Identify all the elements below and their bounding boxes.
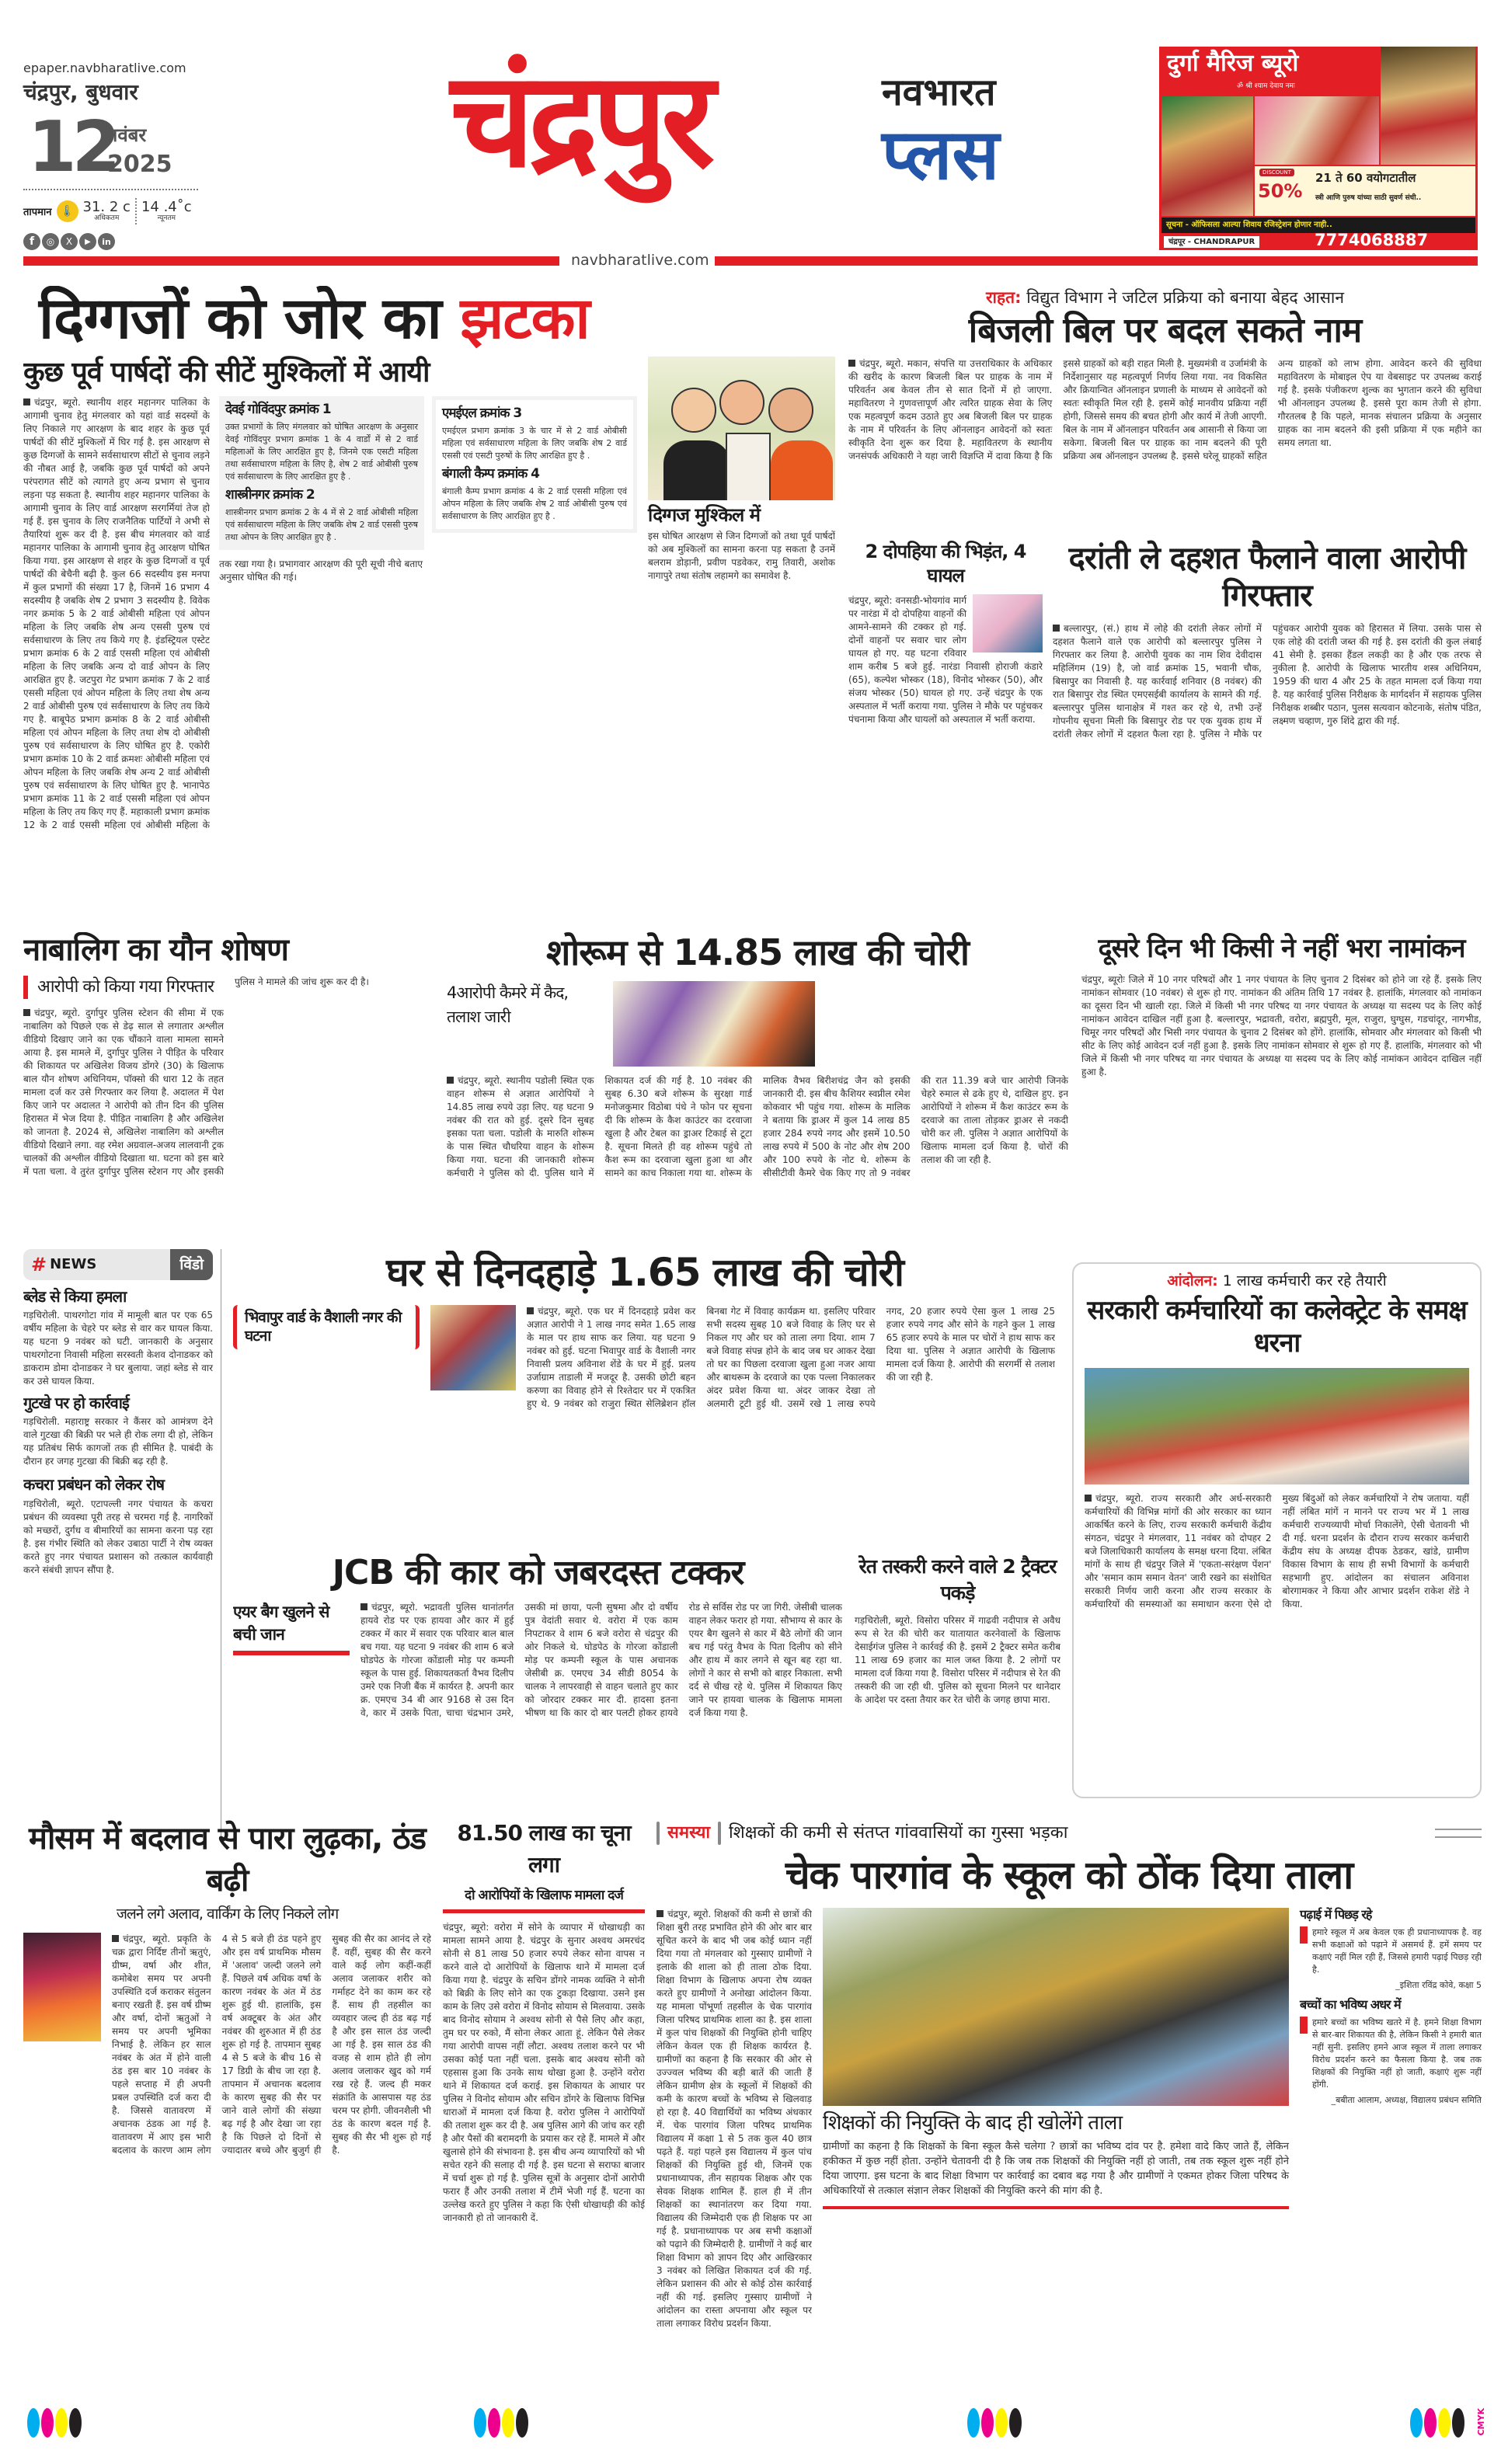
masthead bbox=[0, 0, 1501, 280]
city-day: चंद्रपुर, बुधवार bbox=[23, 79, 138, 105]
logo-top: नवभारत bbox=[882, 71, 996, 114]
box-text: शास्त्रीनगर प्रभाग क्रमांक 2 के 4 में से 2 वार्ड ओबीसी महिला एवं सर्वसाधारण महिला के लिए जबकि शेष 2 वार्ड एससी पुरुष तथा ओपन के लिए आरक्षित हुए है . bbox=[225, 506, 418, 542]
news-item-title: कचरा प्रबंधन को लेकर रोष bbox=[23, 1475, 165, 1494]
lead-headline-red: झटका bbox=[460, 286, 590, 352]
minor-body-continued bbox=[235, 976, 435, 1224]
news-window bbox=[23, 1249, 221, 1839]
sickle-body: बल्लारपुर, (सं.) हाथ में लोहे की दरांती लेकर लोगों में दहशत फैलाने वाले एक आरोपी को बल्लारपुर पुलिस ने गिरफ्तार कर लिया है. आरोपी युवक का नाम शिव देवीदास महिलिंगम (19) है, जो वार्ड क्रमांक 15, भवानी चौक, बिसापुर का निवासी है. यह कार्रवाई शनिवार (8 नवंबर) की रात बिसापुर रोड स्थित एमएसईबी कार्यालय के सामने की गई. बल्लारपुर पुलिस थानाक्षेत्र में गश्त कर रहे थे, तभी उन्हें गोपनीय सूचना मिली कि बिसापुर रोड पर एक युवक हाथ में दरांती लेकर लोगों में दहशत फैला रहा है. पुलिस ने मौके पर पहुंचकर आरोपी युवक को हिरासत में लिया. उसके पास से एक लोहे की दरांती जब्त की गई है. इस दरांती की कुल लंबाई 41 सेमी है. इसका हैंडल लकड़ी का है और एक तरफ से नुकीला है. आरोपी के खिलाफ भारतीय शस्त्र अधिनियम, 1959 की धारा 4 और 25 के तहत मामला दर्ज किया गया है. यह कार्रवाई पुलिस निरीक्षक के मार्गदर्शन में सहायक पुलिस निरीक्षक शब्बीर पठान, पुलस सत्यवान कोटनाके, संतोष पंडित, लक्ष्मण चव्हाण, गुरु शिंदे द्वारा की गई. bbox=[1053, 623, 1482, 740]
bullet-icon bbox=[848, 360, 855, 367]
minor-subhead-box bbox=[23, 976, 224, 999]
lead-body-continued bbox=[219, 558, 637, 760]
logo-main: चंद्रपुर bbox=[451, 44, 709, 197]
bullet-icon bbox=[360, 1603, 367, 1610]
electricity-headline: बिजली बिल पर बदल सकते नाम bbox=[968, 311, 1362, 351]
lead-subhead: कुछ पूर्व पार्षदों की सीटें मुश्किलों में आयी bbox=[23, 357, 430, 389]
lead-body-continued-text: तक रखा गया है। प्रभागवार आरक्षण की पूरी सूची नीचे बताए अनुसार घोषित की गई। bbox=[219, 558, 423, 583]
protest-story bbox=[1072, 1262, 1482, 1798]
school-photo bbox=[823, 1908, 1289, 2106]
showroom-body: चंद्रपुर, ब्यूरो. स्थानीय पडोली स्थित एक वाहन शोरूम से अज्ञात आरोपियों ने 14.85 लाख रुपये उड़ा लिए. यह घटना 9 नवंबर की रात को हुई. दूसरे दिन सुबह इसका पता चला. पडोली के मारुति शोरूम के पास स्थित चौधरिया वाहन के शोरूम किया गया. घटना की जानकारी शोरूम कर्मचारी ने पुलिस को दी. पुलिस थाने में शिकायत दर्ज की गई है. 10 नवंबर की सुबह 6.30 बजे शोरूम के सुरक्षा गार्ड मनोजकुमार विठोबा पंधे ने फोन पर सूचना दी कि शोरूम के कैश काउंटर का दरवाजा खुला है और टेबल का ड्राअर टिकाई से टूटा है. सूचना मिलते ही वह शोरूम पहुंचे तो कैश रूम का दरवाजा खुला हुआ था और सामने का काच निकाला गया था. शोरूम के मालिक वैभव बिरीशचंद्र जैन को इसकी जानकारी दी. इस बीच कैशियर स्वप्नील रमेश कोकवार भी पहुंच गया. शोरूम के मालिक ने बताया कि ड्राअर में कुल 14 लाख 85 हजार 284 रुपये नगद और इसमें 10.50 लाख रुपये में 500 के नोट और शेष 200 और 100 रुपये के नोट थे. शोरूम के सीसीटीवी कैमरे चेक किए गए तो 9 नवंबर की रात 11.39 बजे चार आरोपी जिनके चेहरे रुमाल से ढके हुए थे, दाखिल हुए. इन आरोपियों ने शोरूम में कैश काउंटर रूम के दरवाजे का ताला तोड़कर ड्राअर से नकदी चोरी कर ली. पुलिस ने अज्ञात आरोपियों के खिलाफ मामला दर्ज किया है. चोरों की तलाश की जा रही है. bbox=[447, 1074, 1068, 1178]
bullet-icon bbox=[23, 398, 30, 405]
ad-photo-3 bbox=[1381, 47, 1475, 165]
weather-subhead: जलने लगे अलाव, वार्किंग के लिए निकले लोग bbox=[116, 1905, 339, 1923]
accident-illustration bbox=[973, 594, 1043, 653]
school-kicker: समस्या शिक्षकों की कमी से संतप्त गांववासियों का गुस्सा भड़का bbox=[656, 1818, 1482, 1849]
box-text: बंगाली कैम्प प्रभाग क्रमांक 4 के 2 वार्ड एससी महिला एवं ओपन महिला के लिए जबकि शेष 2 वार्ड ओबीसी पुरुष एवं सर्वसाधारण के लिए आरक्षित हुए है . bbox=[442, 485, 627, 521]
ad-photo-1 bbox=[1161, 96, 1253, 216]
school-body: चंद्रपुर, ब्यूरो. शिक्षकों की कमी से छात्रों की शिक्षा बुरी तरह प्रभावित होने की ओर बार बार सूचित करने के बाद भी जब कोई ध्यान नहीं दिया गया तो मंगलवार को गुस्साए ग्रामीणों ने इलाके की शाला को ही ताला ठोक दिया. शिक्षा विभाग के खिलाफ अपना रोष व्यक्त करते हुए ग्रामीणों ने अनोखा आंदोलन किया. यह मामला पोंभूर्णा तहसील के चेक पारगांव जिला परिषद प्राथमिक शाला का है. इस शाला में कुल पांच शिक्षकों की नियुक्ति होनी चाहिए लेकिन केवल एक ही शिक्षक कार्यरत है. ग्रामीणों का कहना है कि सरकार की ओर से उज्ज्वल भविष्य की बड़ी बातें की जाती हैं लेकिन ग्रामीण क्षेत्र के स्कूलों में शिक्षकों की कमी के कारण बच्चों के भविष्य से खिलवाड़ हो रहा है. 40 विद्यार्थियों का भविष्य अंधकार में. चेक पारगांव जिला परिषद प्राथमिक विद्यालय में कक्षा 1 से 5 तक कुल 40 छात्र पढ़ते हैं. यहां पहले इस विद्यालय में कुल पांच शिक्षकों की नियुक्ति हुई थी, जिनमें एक प्रधानाध्यापक, तीन सहायक शिक्षक और एक सेवक शिक्षक शामिल हैं. हाल ही में तीन शिक्षकों का स्थानांतरण कर दिया गया. विद्यालय की जिम्मेदारी एक ही शिक्षक पर आ गई है. प्रधानाध्यापक पर अब सभी कक्षाओं को पढ़ाने की जिम्मेदारी है. ग्रामीणों ने कई बार शिक्षा विभाग को ज्ञापन दिए और आखिरकार 3 नवंबर को लिखित शिकायत दर्ज की गई. लेकिन प्रशासन की ओर से कोई ठोस कार्रवाई नहीं की गई. इसलिए गुस्साए ग्रामीणों ने आंदोलन का रास्ता अपनाया और स्कूल पर ताला लगाकर विरोध प्रदर्शन किया. bbox=[656, 1908, 812, 2329]
sand-story bbox=[855, 1554, 1060, 1802]
protest-photo bbox=[1085, 1368, 1469, 1484]
x-icon[interactable]: X bbox=[61, 233, 78, 250]
lime-subhead: दो आरोपियों के खिलाफ मामला दर्ज bbox=[465, 1888, 623, 1904]
school-photo-caption-title: शिक्षकों की नियुक्ति के बाद ही खोलेंगे ताला bbox=[823, 2111, 1123, 2135]
protest-headline: सरकारी कर्मचारियों का कलेक्ट्रेट के समक्ष धरना bbox=[1087, 1294, 1467, 1359]
quote-author: _बबीता आलाम, अध्यक्ष, विद्यालय प्रबंधन समिति bbox=[1331, 2095, 1482, 2106]
date-month: नवंबर bbox=[107, 124, 147, 146]
school-photo-block bbox=[823, 1908, 1289, 2210]
temp-max: 31. 2 c bbox=[82, 199, 131, 216]
masthead-rule-left bbox=[23, 256, 559, 266]
thermometer-icon: 🌡 bbox=[57, 200, 78, 222]
sand-headline: रेत तस्करी करने वाले 2 ट्रैक्टर पकड़े bbox=[858, 1555, 1057, 1604]
jcb-story bbox=[233, 1554, 843, 1802]
ad-offer-panel bbox=[1255, 166, 1475, 216]
ad-discount-label: DISCOUNT bbox=[1259, 169, 1294, 176]
school-quotes bbox=[1300, 1908, 1482, 2107]
news-item-title: ब्लेड से किया हमला bbox=[23, 1287, 127, 1306]
two-wheeler-body: चंद्रपुर, ब्यूरो: वनसडी-भोयगांव मार्ग पर नारंडा में दो दोपहिया वाहनों की आमने-सामने की टक्कर हो गई. दोनों वाहनों पर सवार चार लोग घायल हो गए. यह घटना रविवार शाम करीब 5 बजे हुई. नारंडा निवासी होराजी कंडारे (65), कल्पेश भोस्कर (18), विनोद भोस्कर (50), और संजय भोस्कर (50) घायल हो गए. उन्हें चंद्रपुर के एक अस्पताल में भर्ती कराया गया. पुलिस ने मौके पर पहुंचकर पंचनामा किया और घायलों को अस्पताल में भर्ती कराया. bbox=[848, 595, 1043, 726]
ad-age: 21 ते 60 वयोगटातील bbox=[1315, 171, 1416, 185]
box-title: बंगाली कैम्प क्रमांक 4 bbox=[442, 466, 540, 482]
ad-title: दुर्गा मैरिज ब्यूरो bbox=[1167, 50, 1299, 77]
box-title: एमईएल क्रमांक 3 bbox=[442, 405, 522, 422]
theft-165-subhead: भिवापुर वार्ड के वैशाली नगर की घटना bbox=[245, 1308, 402, 1345]
lead-story bbox=[23, 286, 835, 919]
nomination-body: चंद्रपुर, ब्यूरोः जिले में 10 नगर परिषदों और 1 नगर पंचायत के लिए चुनाव 2 दिसंबर को होने जा रहे हैं. इसके लिए नामांकन सोमवार (10 नवंबर) से शुरू हो गए. नामांकन की अंतिम तिथि 17 नवंबर है. हालांकि, मंगलवार को नामांकन का दूसरा दिन भी खाली रहा. जिले में किसी भी नगर परिषद या नगर पंचायत के अध्यक्ष या सदस्य पद के लिए कोई नामांकन आवेदन दाखिल नहीं हुआ है. बल्लारपुर, भद्रावती, वरोरा, ब्रह्मपुरी, मूल, राजुरा, घुग्घुस, गडचांदूर, नागभीड, चिमूर नगर परिषदों और भिसी नगर पंचायत के चुनाव 2 दिसंबर को होंगे. हालांकि, सोमवार और मंगलवार को किसी भी सीट के लिए कोई आवेदन दर्ज नहीं हुआ है. इसके लिए नामांकन सोमवार से शुरू हो गए हैं. हालांकि, मंगलवार को भी जिले में किसी भी नगर परिषद या नगर पंचायत के अध्यक्ष या सदस्य पद के लिए कोई नामांकन आवेदन दाखिल नहीं हुआ है. bbox=[1081, 973, 1482, 1077]
minor-body: चंद्रपुर, ब्यूरो. दुर्गापुर पुलिस स्टेशन की सीमा में एक नाबालिग को पिछले एक से डेढ़ साल से लगातार अश्लील वीडियो दिखाए जाने का एक चौंकाने वाला मामला सामने आया है. इस मामले में, दुर्गापुर पुलिस ने पीड़ित के परिवार की शिकायत पर अखिलेश विजय डोंगरे (30) के खिलाफ बाल यौन शोषण अधिनियम, पॉक्सो की धारा 12 के तहत मामला दर्ज कर उसे गिरफ्तार कर लिया है. अदालत में पेश किए जाने पर अदालत ने आरोपी को तीन दिन की पुलिस हिरासत में भेज दिया है. पीड़ित नाबालिग है और अखिलेश को जानता है. 2024 से, अखिलेश नाबालिग को अश्लील वीडियो दिखाने लगा. वह रमेश अग्रवाल-अजय लालवानी ट्रक चालकों की अश्लील वीडियो दिखाता था. घटना को इस बारे में पता चला. वे तुरंत दुर्गापुर पुलिस स्टेशन गए और इसकी bbox=[23, 1007, 224, 1177]
protest-kicker: आंदोलन: 1 लाख कर्मचारी कर रहे तैयारी bbox=[1167, 1272, 1387, 1289]
social-icons bbox=[23, 233, 115, 250]
showroom-story bbox=[447, 932, 1068, 1239]
showroom-subhead: 4आरोपी कैमरे में कैद, तलाश जारी bbox=[447, 983, 569, 1027]
lime-headline: 81.50 लाख का चूना लगा bbox=[457, 1820, 631, 1878]
sidebar-text: इस घोषित आरक्षण से जिन दिग्गजों को तथा पूर्व पार्षदों को अब मुश्किलों का सामना करना पड़ सकता है उनमें बलराम डोड़ानी, प्रवीण पडवेकर, रामु तिवारी, अशोक नागापुरे तथा संतोष लहामगे का समावेश है. bbox=[648, 530, 835, 581]
sidebar-title: दिग्गज मुश्किल में bbox=[648, 504, 760, 527]
theft-165-body: चंद्रपुर, ब्यूरो. एक घर में दिनदहाड़े प्रवेश कर अज्ञात आरोपी ने 1 लाख नगद समेत 1.65 लाख के माल पर हाथ साफ कर लिया. यह घटना 9 नवंबर को हुई. घटना भिवापुर वार्ड के वैशाली नगर निवासी प्रलय अविनाश शेंडे के घर में हुई. प्रलय उर्जाग्राम ताडाली में मजदूर है. उसकी छोटी बहन करुणा का विवाह होने से रिश्तेदार घर में एकत्रित हुए थे. 9 नवंबर को राजुरा स्थित सेलिब्रेशन हॉल बिनबा गेट में विवाह कार्यक्रम था. इसलिए परिवार सभी सदस्य सुबह 10 बजे विवाह के लिए घर से निकल गए और घर को ताला लगा दिया. शाम 7 बजे विवाह संपन्न होने के बाद जब घर आकर देखा तो घर का पिछला दरवाजा खुला हुआ नजर आया और बाथरूम के दरवाजे का एक पल्ला निकालकर अंदर प्रवेश किया था. अंदर जाकर देखा तो अलमारी टूटी हुई थी. उसमें रखे 1 लाख रुपये नगद, 20 हजार रुपये ऐसा कुल 1 लाख 25 हजार रुपये नगद और सोने के गहने कुल 1 लाख 65 हजार रुपये के माल पर चोरों ने हाथ साफ कर दिया था. पुलिस ने अज्ञात आरोपी के खिलाफ मामला दर्ज किया है. आरोपी की सरगर्मी से तलाश की जा रही है. bbox=[527, 1305, 1055, 1409]
box-text: एमईएल प्रभाग क्रमांक 3 के चार में से 2 वार्ड ओबीसी महिला एवं सर्वसाधारण महिला के लिए जबकि शेष 2 वार्ड एससी एवं एसटी पुरुषों के लिए आरक्षित हुए है . bbox=[442, 426, 627, 461]
box-title: शास्त्रीनगर क्रमांक 2 bbox=[225, 487, 315, 503]
theft-165-headline: घर से दिनदहाड़े 1.65 लाख की चोरी bbox=[386, 1251, 904, 1295]
showroom-headline: शोरूम से 14.85 लाख की चोरी bbox=[546, 932, 969, 973]
weather-story bbox=[23, 1818, 431, 2396]
lead-headline-black: दिग्गजों को जोर का bbox=[39, 286, 441, 352]
jcb-body: चंद्रपुर, ब्यूरो. भद्रावती पुलिस थानांतर्गत हायवे रोड पर एक हायवा और कार में हुई टक्कर में कार में सवार एक परिवार बाल बाल बच गया. यह घटना 9 नवंबर की शाम 6 बजे घोडपेठ के गोरजा कोंडाली मोड़ पर कम्पनी स्कूल के पास हुई. शिकायतकर्ता वैभव दिलीप उमरे एक निजी बैंक में कार्यरत है. अपनी कार क्र. एमएच 34 बी आर 9168 से उस दिन वे, कार में उसके पिता, चाचा चंद्रभान उमरे, उसकी मां छाया, पत्नी सुषमा और दो वर्षीय पुत्र वेदांती सवार थे. वरोरा में एक काम निपटाकर वे शाम 6 बजे वरोरा से चंद्रपुर की ओर निकले थे. घोडपेठ के गोरजा कोंडाली मोड़ पर कम्पनी स्कूल के पास अचानक जेसीबी क्र. एमएच 34 सीडी 8054 के चालक ने लापरवाही से वाहन चलाते हुए कार को जोरदार टक्कर मार दी. हादसा इतना भीषण था कि कार दो बार पलटी होकर हायवे रोड से सर्विस रोड पर जा गिरी. जेसीबी चालक वाहन लेकर फरार हो गया. सौभाग्य से कार के एयर बैग खुलने से कार में बैठे लोगों की जान बच गई परंतु वैभव के पिता दिलीप को सीने और हाथ में कार लगने से खून बह रहा था. लोगों ने कार से सभी को बाहर निकाला. सभी दर्द से चीख रहे थे. पुलिस में शिकायत किए जाने पर हायवा चालक के खिलाफ मामला दर्ज किया गया है. bbox=[360, 1601, 842, 1718]
jcb-headline: JCB की कार को जबरदस्त टक्कर bbox=[332, 1554, 744, 1592]
news-item-text: गड़चिरोली. महाराष्ट्र सरकार ने कैंसर को आमंत्रण देने वाले गुटखा की बिक्री पर भले ही रोक लगा दी हो, लेकिन यह प्रतिबंध सिर्फ कागजों तक ही सीमित है. पाबंदी के दौरान हर जगह गुटखा की बिक्री बढ़ रही है. bbox=[23, 1416, 213, 1467]
electricity-body: चंद्रपुर, ब्यूरो. मकान, संपत्ति या उत्तराधिकार के अधिकार की खरीद के कारण बिजली बिल पर ग्राहक के नाम में परिवर्तन अब केवल तीन से सात दिनों में हो जाएगा. महावितरण ने गुणवत्तापूर्ण और त्वरित ग्राहक सेवा के लिए एक महत्वपूर्ण कदम उठाते हुए अब बिजली बिल पर ग्राहक के नाम में परिवर्तन के लिए ऑनलाइन आवेदनों को स्वतः स्वीकृति देना शुरू कर दिया है. महावितरण के स्थानीय जनसंपर्क अधिकारी ने यहा जारी विज्ञप्ति में दावा किया है कि इससे ग्राहकों को बड़ी राहत मिली है. मुख्यमंत्री व उर्जामंत्री के निर्देशानुसार यह महत्वपूर्ण निर्णय लिया गया. नव विकसित और क्रियान्वित ऑनलाइन प्रणाली के माध्यम से आवेदनों को स्वतः स्वीकृति मिल रही है. इसमें कोई मानवीय प्रक्रिया नहीं होगी, जिससे समय की बचत होगी और कार्य में तेजी आएगी. बिल के नाम में ऑनलाइन परिवर्तन अब आसानी से किया जा सकेगा. बिजली बिल पर ग्राहक का नाम बदलने की पूरी प्रक्रिया अब ऑनलाइन उपलब्ध है. इससे घरेलू ग्राहकों सहित अन्य ग्राहकों को लाभ होगा. आवेदन करने की सुविधा महावितरण के मोबाइल ऐप या वेबसाइट पर उपलब्ध कराई गई है. इसके पंजीकरण शुल्क का भुगतान करने की सुविधा भी ऑनलाइन उपलब्ध है. इससे पूरा काम तेजी से होगा. गौरतलब है कि पहले, मानक संचालन प्रक्रिया के अनुसार ग्राहक का नाम बदलने की इसी प्रक्रिया में एक महीने का समय लगता था. bbox=[848, 357, 1482, 461]
hash-icon: # bbox=[31, 1254, 47, 1276]
school-rule bbox=[823, 2206, 1289, 2209]
lead-info-box-right bbox=[432, 396, 637, 532]
lead-headline bbox=[23, 286, 835, 352]
temp-label: तापमान bbox=[23, 207, 52, 218]
date-divider bbox=[23, 189, 198, 190]
temp-min-label: न्यूनतम bbox=[157, 214, 176, 222]
two-wheeler-story bbox=[848, 540, 1043, 917]
cmyk-label: CMYK bbox=[1476, 2408, 1486, 2436]
minor-story bbox=[23, 932, 435, 1239]
logo-bottom: प्लस bbox=[882, 114, 1000, 196]
two-wheeler-headline: 2 दोपहिया की भिड़ंत, 4 घायल bbox=[865, 541, 1026, 587]
jcb-subhead-box bbox=[233, 1601, 350, 1656]
temp-min: 14 .4˚c bbox=[141, 199, 192, 216]
ad-tagline: स्त्री आणि पुरुष यांच्या साठी सुवर्ण संधी.. bbox=[1315, 194, 1422, 202]
decorative-lines bbox=[1435, 1829, 1482, 1838]
ad-notice: सूचना - ऑफिसला आल्या शिवाय रजिस्ट्रेशन होणार नाही.. bbox=[1161, 218, 1475, 233]
bullet-icon bbox=[1053, 625, 1060, 632]
box-title: देवई गोविंदपुर क्रमांक 1 bbox=[225, 402, 331, 418]
lead-body: चंद्रपुर, ब्यूरो. स्थानीय शहर महानगर पालिका के आगामी चुनाव हेतु मंगलवार को यहां वार्ड सदस्यों के लिए निकाले गए आरक्षण के बाद शहर के कुछ पूर्व पार्षदों की सीटें मुश्किलों में घिर गई है. इस आरक्षण से कुछ दिग्गजों के सामने सर्वसाधारण सीटों से चुनाव लड़ने की नौबत आई है, जबकि कुछ पूर्व पार्षदों को अपने परंपरागत सीटें को त्यागते हुए अन्य प्रभाग से चुनाव लड़ना पड़ सकता है. स्थानीय शहर महानगर पालिका के आगामी चुनाव के लिए वार्ड आरक्षण सरगर्मियां तेज हो गई हैं. इस चुनाव के लिए राजनैतिक पार्टियों ने अभी से तैयारियां शुरू कर दी है. इस बीच मंगलवार को वार्ड महानगर पालिका के आगामी चुनाव हेतु आरक्षण घोषित किया गया. इस आरक्षण से शहर के कुछ दिग्गजों व पूर्व पार्षदों की बेचैनी बढ़ी है. कुल 66 सदस्यीय इस मनपा में कुल प्रभागों की संख्या 17 है, जिनमें 16 प्रभाग 4 सदस्यीय है जबकि शेष 2 प्रभाग 3 सदस्यीय है. विवेक नगर क्रमांक 5 के 2 वार्ड ओबीसी महिला एवं ओपन महिला के लिए जबकि शेष अन्य एससी पुरुष एवं सर्वसाधारण के लिए तय किये गए है. इंडस्ट्रियल एस्टेट प्रभाग क्रमांक 6 के 2 वार्ड एससी महिला एवं ओबीसी महिला के लिए जबकि अन्य दो वार्ड ओपन के लिए आरक्षित हुए है. जटपुरा गेट प्रभाग क्रमांक 7 के 2 वार्ड एससी महिला एवं ओपन महिला के लिए तथा शेष अन्य 2 वार्ड ओबीसी पुरुष एवं सर्वसाधारण के लिए तय किये गए है. बाबूपेठ प्रभाग क्रमांक 8 के 2 वार्ड ओबीसी महिला एवं ओपन महिला के लिए तथा शेष दो ओबीसी पुरुष एवं सर्वसाधारण के लिए घोषित हुए है. एकोरी प्रभाग क्रमांक 10 के 2 वार्ड क्रमशः ओबीसी महिला एवं ओपन महिला के लिए जबकि शेष अन्य 2 वार्ड ओबीसी पुरुष एवं सर्वसाधारण के लिए घोषित हुए है. भानापेठ प्रभाग क्रमांक 11 के 2 वार्ड एससी महिला एवं ओपन महिला के लिए तय किए गए हैं. महाकाली प्रभाग क्रमांक 12 के 2 वार्ड एससी महिला एवं ओबीसी महिला के bbox=[23, 397, 210, 831]
lime-subhead-box bbox=[443, 1887, 645, 1913]
linkedin-icon[interactable]: in bbox=[98, 233, 115, 250]
quote-author: _इशिता रविंद्र कोवे, कक्षा 5 bbox=[1395, 1979, 1482, 1990]
epaper-url[interactable]: epaper.navbharatlive.com bbox=[23, 61, 186, 75]
jcb-subhead: एयर बैग खुलने से बची जान bbox=[233, 1602, 329, 1644]
minor-subhead: आरोपी को किया गया गिरफ्तार bbox=[37, 977, 214, 997]
burglar-illustration bbox=[430, 1305, 516, 1390]
nomination-headline: दूसरे दिन भी किसी ने नहीं भरा नामांकन bbox=[1098, 933, 1465, 964]
ad-discount: 50% bbox=[1258, 180, 1303, 202]
bonfire-photo bbox=[23, 1933, 101, 2041]
electricity-story bbox=[848, 287, 1482, 528]
bullet-icon bbox=[112, 1935, 119, 1942]
quote-title: पढ़ाई में पिछड़ रहे bbox=[1300, 1906, 1372, 1922]
sickle-story bbox=[1053, 540, 1482, 917]
registration-dots bbox=[967, 2408, 1023, 2441]
bullet-icon bbox=[447, 1077, 454, 1084]
site-url[interactable]: navbharatlive.com bbox=[571, 252, 709, 269]
date-day: 12 bbox=[28, 106, 117, 188]
lime-body: चंद्रपुर, ब्यूरो: वरोरा में सोने के व्यापार में धोखाधड़ी का मामला सामने आया है. चंद्रपुर के सुनार अश्वथ अमरचंद सोनी से 81 लाख 50 हजार रुपये लेकर सोना वापस न करने वाले दो आरोपियों के खिलाफ थाने में मामला दर्ज किया गया है. चंद्रपुर के सचिन डोंगरे नामक व्यक्ति ने सोनी को बिक्री के लिए सोने का एक टुकड़ा दिखाया. उसने इस काम के लिए उसे वरोरा में विनोद सोयाम से मिलवाया. उसके बाद विनोद सोयाम ने अश्वथ सोनी से पैसे लिए और कहा, तुम घर पर रुको, मैं सोना लेकर आता हूं. लेकिन पैसे लेकर गया आरोपी वापस नहीं लौटा. अश्वथ तलाश करने पर भी उसका कोई पता नहीं चला. इसके बाद अश्वथ सोनी को एहसास हुआ कि उनके साथ धोखा हुआ है. उन्होंने वरोरा थाने में शिकायत दर्ज कराई. इस शिकायत के आधार पर पुलिस ने विनोद सोयाम और सचिन डोंगरे के खिलाफ विभिन्न धाराओं में मामला दर्ज किया है. वरोरा पुलिस ने आरोपियों की तलाश शुरू कर दी है. अब पुलिस आगे की जांच कर रही है और पैसों की बरामदगी के प्रयास कर रहे हैं. मामले में और खुलासे होने की संभावना है. इस बीच अन्य व्यापारियों को भी सचेत रहने की सलाह दी गई है. इस घटना से सराफा बाजार में चर्चा शुरू हो गई है. पुलिस सूत्रों के अनुसार दोनों आरोपी फरार हैं और उनकी तलाश में टीमें भेजी गई हैं. घटना का उल्लेख करते हुए पुलिस ने कहा कि ऐसी धोखाधड़ी की कोई जानकारी हो तो जानकारी दें. bbox=[443, 1922, 645, 2224]
print-marks bbox=[0, 2408, 1501, 2447]
minor-headline: नाबालिग का यौन शोषण bbox=[23, 932, 288, 968]
sickle-headline: दरांती ले दहशत फैलाने वाला आरोपी गिरफ्तार bbox=[1068, 541, 1466, 614]
instagram-icon[interactable]: ◎ bbox=[42, 233, 59, 250]
theft-illustration bbox=[613, 981, 815, 1067]
registration-dots bbox=[27, 2408, 83, 2441]
lead-info-box-left bbox=[219, 396, 424, 549]
school-story bbox=[656, 1818, 1482, 2396]
news-item-title: गुटखे पर हो कार्रवाई bbox=[23, 1394, 129, 1412]
nomination-story bbox=[1081, 932, 1482, 1239]
registration-dots bbox=[474, 2408, 530, 2441]
quote-item: हमारे स्कूल में अब केवल एक ही प्रधानाध्यापक है. वह सभी कक्षाओं को पढ़ाने में असमर्थ हैं. हमें समय पर कक्षाएं नहीं मिल रही हैं, जिससे हमारी पढ़ाई पिछड़ रही है. bbox=[1300, 1926, 1482, 1976]
quote-title: बच्चों का भविष्य अधर में bbox=[1300, 1996, 1401, 2012]
protest-body: चंद्रपुर, ब्यूरो. राज्य सरकारी और अर्ध-सरकारी कर्मचारियों की विभिन्न मांगों की ओर सरकार का ध्यान आकर्षित करने के लिए, राज्य सरकारी कर्मचारी केंद्रीय संगठन, चंद्रपुर ने मंगलवार, 11 नवंबर को दोपहर 2 बजे जिलाधिकारी कार्यालय के समक्ष धरना दिया. लंबित मांगों के साथ ही चंद्रपुर जिले में 'एकता-सरंक्षण पेंशन' और 'समान काम समान वेतन' जारी रखने का संशोधित सरकारी निर्णय जारी करना और राज्य सरकार के कर्मचारियों की समस्याओं का समाधान करना ऐसे दो मुख्य बिंदुओं को लेकर कर्मचारियों ने रोष जताया. यहीं नहीं लंबित मांगें न मानने पर राज्य भर में 1 लाख कर्मचारी राज्यव्यापी मोर्चा निकालेंगे, ऐसी चेतावनी भी दी गई. धरना प्रदर्शन के दौरान राज्य सरकार कर्मचारी केंद्रीय संघ के अध्यक्ष दीपक ठेडकर, खांडे, ग्रामीण विकास विभाग के साथ ही सभी विभागों के कर्मचारी सहभागी हुए. आंदोलन का संचालन अविनाश बोरगामकर ने किया और आभार प्रदर्शन राकेश शेंडे ने किया. bbox=[1085, 1492, 1469, 1610]
ad-phone[interactable]: 7774068887 bbox=[1315, 231, 1429, 249]
weather-body: चंद्रपुर, ब्यूरो. प्रकृति के चक्र द्वारा निर्दिष्ट तीनों ऋतुएं, ग्रीष्म, वर्षा और शीत, कमोबेश समय पर अपनी उपस्थिति दर्ज कराकर संतुलन बनाए रखती हैं. इस वर्ष ग्रीष्म और वर्षा, दोनों ऋतुओं ने समय पर अपनी भूमिका निभाई है. लेकिन हर साल नवंबर के अंत में होने वाली ठंड इस बार 10 नवंबर के पहले सप्ताह में ही अपनी प्रबल उपस्थिति दर्ज करा दी है. जिससे वातावरण में अचानक ठंडक आ गई है. वातावरण में आए इस भारी बदलाव के कारण आम लोग 4 से 5 बजे ही ठंड पहने हुए और इस वर्ष प्राथमिक मौसम में 'अलाव' जल्दी जलने लगे हैं. पिछले वर्ष अधिक वर्षा के कारण नवंबर के अंत में ठंड शुरू हुई थी. हालांकि, इस वर्ष अक्टूबर के अंत और नवंबर की शुरुआत में ही ठंड शुरू हो गई है. तापमान सुबह 4 से 5 बजे के बीच 16 से 17 डिग्री के बीच जा रहा है. तापमान में अचानक बदलाव के कारण सुबह की सैर पर जाने वाले लोगों की संख्या बढ़ गई है और देखा जा रहा है कि पिछले दो दिनों से ज्यादातर बच्चे और बुजुर्ग ही सुबह की सैर का आनंद ले रहे हैं. वहीं, सुबह की सैर करने वाले कई लोग कहीं-कहीं अलाव जलाकर शरीर को गर्माहट देने का काम कर रहे हैं. साथ ही तहसील का व्यवहार जल्द ही ठंड बढ़ गई है और इस साल ठंड जल्दी आ गई है. इस साल ठंड की वजह से शाम होते ही लोग अलाव जलाकर खुद को गर्म रख रहे हैं. जल्द ही मकर संक्रांति के आसपास यह ठंड चरम पर होगी. जीवनशैली भी ठंड के कारण बदल गई है. सुबह की सैर भी शुरू हो गई है. bbox=[112, 1933, 431, 2156]
minor-body-continued-text: पुलिस ने मामले की जांच शुरू कर दी है। bbox=[235, 976, 369, 987]
sand-body: गड़चिरोली, ब्यूरो. विसोरा परिसर में गाढवी नदीपात्र से अवैध रूप से रेत की चोरी कर यातायात करनेवालों के खिलाफ देसाईगंज पुलिस ने कार्रवई की है. इसमें 2 ट्रैक्टर समेत करीब 11 लाख 69 हजार का माल जब्त किया है. 2 लोगों पर मामला दर्ज किया गया है. विसोरा परिसर में नदीपात्र से रेत की तस्करी की जा रही थी. पुलिस को सूचना मिलने पर थानेदार के आदेश पर दस्ता तैयार कर रेत चोरी के जगह छापा मारा. bbox=[855, 1614, 1060, 1705]
ad-mantra: ॐ श्री श्याम देवाय नमः bbox=[1237, 82, 1295, 90]
bullet-icon bbox=[23, 1009, 30, 1016]
theft-165-subhead-box bbox=[233, 1305, 420, 1349]
masthead-rule-right bbox=[715, 256, 1478, 266]
registration-dots bbox=[1410, 2408, 1466, 2441]
quote-item: हमारे बच्चों का भविष्य खतरे में है. हमने शिक्षा विभाग से बार-बार शिकायत की है, लेकिन किसी ने हमारी बात नहीं सुनी. इसलिए हमने आज स्कूल में ताला लगाकर विरोध प्रदर्शन करने का फैसला किया है. जब तक शिक्षकों की नियुक्ति नहीं हो जाती, कक्षाएं शुरू नहीं होंगी. bbox=[1300, 2017, 1482, 2091]
bullet-icon bbox=[1085, 1495, 1092, 1502]
news-window-banner: # NEWS विंडो bbox=[23, 1249, 213, 1280]
weather-headline: मौसम में बदलाव से पारा लुढ़का, ठंड बढ़ी bbox=[29, 1821, 426, 1898]
ad-city: चंद्रपूर - CHANDRAPUR bbox=[1164, 236, 1259, 248]
bullet-icon bbox=[527, 1307, 534, 1314]
date-year: 2025 bbox=[107, 151, 172, 178]
ad-photo-2 bbox=[1255, 96, 1379, 165]
theft-165-story bbox=[233, 1251, 1057, 1542]
facebook-icon[interactable]: f bbox=[23, 233, 40, 250]
quote-icon bbox=[1300, 2017, 1308, 2034]
ad-durga-marriage[interactable] bbox=[1159, 47, 1478, 250]
youtube-icon[interactable]: ▶ bbox=[79, 233, 96, 250]
electricity-kicker: राहत: विद्युत विभाग ने जटिल प्रक्रिया को बनाया बेहद आसान bbox=[985, 288, 1345, 307]
news-item-text: गड़चिरोली, ब्यूरो. एटापल्ली नगर पंचायत के कचरा प्रबंधन की व्यवस्था पूरी तरह से चरमरा गई है. नागरिकों को मच्छरों, दुर्गंध व बीमारियों का सामना करना पड़ रहा है. इस गंभीर स्थिति को लेकर उबाठा पार्टी ने रोष व्यक्त करते हुए नगर पंचायत प्रशासन को तत्काल कार्यवाही करने संबंधी ज्ञापन सौंपा है. bbox=[23, 1498, 213, 1575]
news-item-text: गड़चिरोली. पाथरगोटा गांव में मामूली बात पर एक 65 वर्षीय महिला के चेहरे पर ब्लेड से वार कर घायल किया. यह घटना 9 नवंबर को घटी. जानकारी के अनुसार पाथरगोटना निवासी महिला सरस्वती केशव दोनाडकर को डाकराम डोमा दोनाडकर ने घर बुलाया. जहां ब्लेड से वार कर उसे घायल किया. bbox=[23, 1310, 213, 1387]
box-text: उक्त प्रभागों के लिए मंगलवार को घोषित आरक्षण के अनुसार देवई गोविंदपुर प्रभाग क्रमांक 1 के 4 वार्डों में से 2 वार्ड महिलाओं के लिए आरक्षित हुए है, जिनमे एक एसटी महिला तथा सर्वसाधारण महिला के लिए है, शेष 2 वार्ड ओबीसी पुरुष एवं सर्वसाधारण के लिए आरक्षित हुए है . bbox=[225, 422, 418, 482]
quote-icon bbox=[1300, 1926, 1308, 1944]
lead-cartoon bbox=[648, 357, 835, 500]
temp-max-label: अधिकतम bbox=[94, 214, 120, 222]
bullet-icon bbox=[656, 1910, 663, 1917]
school-headline: चेक पारगांव के स्कूल को ठोंक दिया ताला bbox=[785, 1853, 1353, 1898]
weather-row bbox=[23, 194, 192, 228]
lime-story bbox=[443, 1818, 645, 2396]
school-photo-caption-text: ग्रामीणों का कहना है कि शिक्षकों के बिना स्कूल कैसे चलेगा ? छात्रों का भविष्य दांव पर है. हमेशा वादे किए जाते हैं, लेकिन हकीकत में कुछ नहीं होता. उन्होंने चेतावनी दी है कि जब तक शिक्षकों की नियुक्ति नहीं हो जाती, तब तक स्कूल शुरू नहीं होने दिया जाएगा. इस घटना के बाद शिक्षा विभाग पर कार्रवाई का दबाव बढ़ गया है और ग्रामीणों ने एकमत होकर जिला परिषद के अधिकारियों से तत्काल संज्ञान लेकर शिक्षकों की नियुक्ति करने की मांग की है. bbox=[823, 2141, 1289, 2198]
